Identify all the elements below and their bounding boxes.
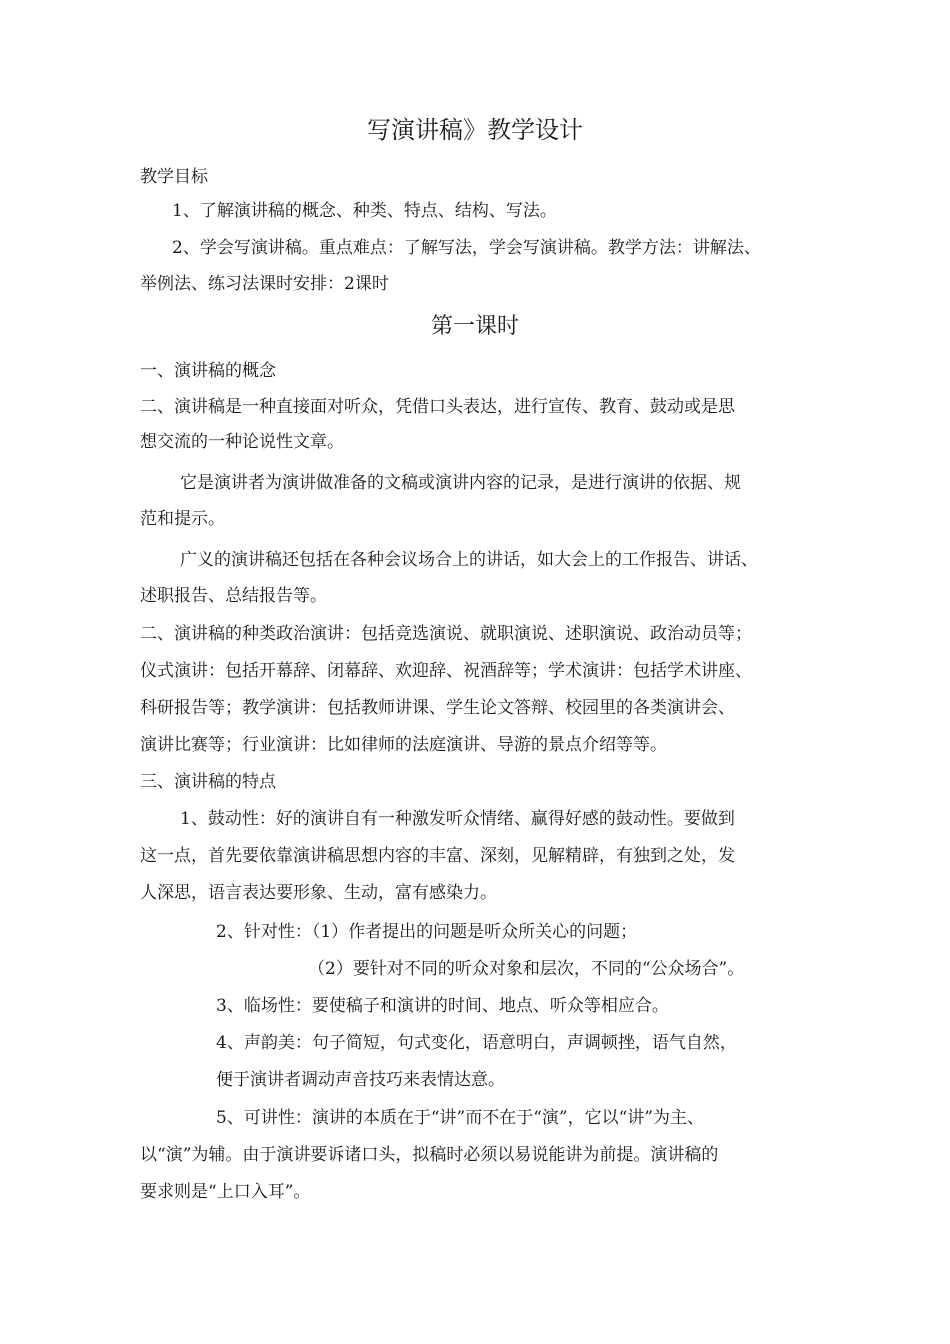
feature-2-line-2: （2）要针对不同的听众对象和层次，不同的“公众场合”。 bbox=[308, 959, 745, 979]
section-1-heading: 一、演讲稿的概念 bbox=[140, 361, 276, 381]
feature-5-line-3: 要求则是“上口入耳”。 bbox=[140, 1182, 311, 1202]
types-line-4: 演讲比赛等；行业演讲：比如律师的法庭演讲、导游的景点介绍等等。 bbox=[140, 735, 667, 755]
feature-4-line-1: 4、声韵美：句子简短，句式变化，语意明白，声调顿挫，语气自然， bbox=[216, 1033, 737, 1053]
record-paragraph-line-1: 它是演讲者为演讲做准备的文稿或演讲内容的记录，是进行演讲的依据、规 bbox=[180, 473, 741, 493]
record-paragraph-line-2: 范和提示。 bbox=[140, 509, 225, 529]
types-line-1: 二、演讲稿的种类政治演讲：包括竞选演说、就职演说、述职演说、政治动员等； bbox=[140, 624, 752, 644]
broad-paragraph-line-1: 广义的演讲稿还包括在各种会议场合上的讲话，如大会上的工作报告、讲话、 bbox=[180, 550, 758, 570]
feature-1-line-3: 人深思，语言表达要形象、生动，富有感染力。 bbox=[140, 883, 497, 903]
types-line-2: 仪式演讲：包括开幕辞、闭幕辞、欢迎辞、祝酒辞等；学术演讲：包括学术讲座、 bbox=[140, 661, 752, 681]
feature-1-line-1: 1、鼓动性：好的演讲自有一种激发听众情绪、赢得好感的鼓动性。要做到 bbox=[180, 809, 735, 829]
lesson-title: 第一课时 bbox=[430, 314, 519, 339]
objective-2-line-2: 举例法、练习法课时安排：2课时 bbox=[140, 274, 389, 294]
document-title: 写演讲稿》教学设计 bbox=[367, 116, 583, 144]
section-2-line-1: 二、演讲稿是一种直接面对听众，凭借口头表达，进行宣传、教育、鼓动或是思 bbox=[140, 397, 735, 417]
feature-2-line-1: 2、针对性：（1）作者提出的问题是听众所关心的问题； bbox=[216, 922, 638, 942]
section-2-line-2: 想交流的一种论说性文章。 bbox=[140, 432, 344, 452]
types-line-3: 科研报告等；教学演讲：包括教师讲课、学生论文答辩、校园里的各类演讲会、 bbox=[140, 698, 735, 718]
objective-1: 1、了解演讲稿的概念、种类、特点、结构、写法。 bbox=[172, 201, 557, 221]
feature-1-line-2: 这一点，首先要依靠演讲稿思想内容的丰富、深刻，见解精辟，有独到之处，发 bbox=[140, 846, 735, 866]
objectives-heading: 教学目标 bbox=[140, 167, 208, 187]
feature-3: 3、临场性：要使稿子和演讲的时间、地点、听众等相应合。 bbox=[216, 996, 669, 1016]
feature-4-line-2: 便于演讲者调动声音技巧来表情达意。 bbox=[216, 1070, 505, 1090]
broad-paragraph-line-2: 述职报告、总结报告等。 bbox=[140, 586, 327, 606]
features-heading: 三、演讲稿的特点 bbox=[140, 772, 276, 792]
feature-5-line-1: 5、可讲性：演讲的本质在于“讲”而不在于“演”，它以“讲”为主、 bbox=[216, 1108, 704, 1128]
feature-5-line-2: 以“演”为辅。由于演讲要诉诸口头，拟稿时必须以易说能讲为前提。演讲稿的 bbox=[140, 1145, 719, 1165]
objective-2-line-1: 2、学会写演讲稿。重点难点：了解写法，学会写演讲稿。教学方法：讲解法、 bbox=[172, 238, 761, 258]
